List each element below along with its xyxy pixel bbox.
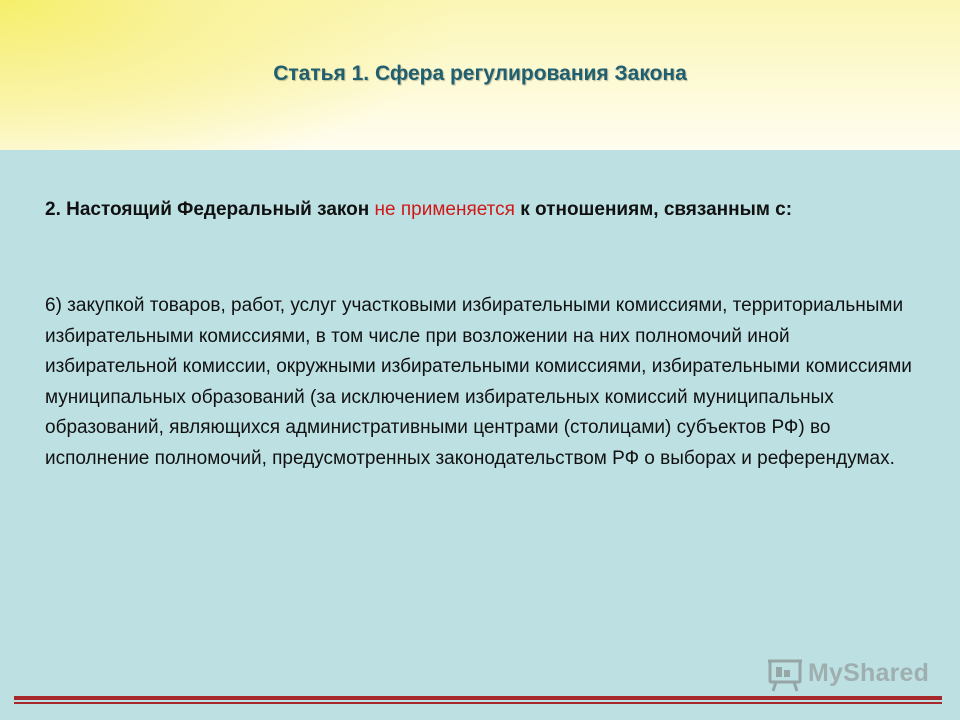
slide-header [0,0,960,150]
projector-screen-icon [768,658,804,692]
intro-text-start: 2. Настоящий Федеральный закон [45,199,375,220]
intro-text-end: к отношениям, связанным с: [514,199,793,220]
bottom-rule-thick [14,696,942,700]
item-paragraph: 6) закупкой товаров, работ, услуг участковыми избирательными комиссиями, территориальными избирательными комиссиями, в том числе при возложении на них полномочий иной избирательной комиссии, окружными избирательными комиссиями, избирательными комиссиями муниципальных образований (за исключением избирательных комиссий муниципальных образований, являющихся административными центрами (столицами) субъектов РФ) во исполнение полномочий, предусмотренных законодательством РФ о выборах и референдумах. [45,295,912,469]
bottom-divider [14,696,942,705]
watermark-text: MyShared [808,659,930,687]
intro-highlight: не применяется [374,199,515,220]
slide-content [0,150,960,695]
intro-paragraph [45,195,935,224]
bottom-rule-thin [14,702,942,704]
slide-title: Статья 1. Сфера регулирования Закона [273,62,687,85]
watermark [768,658,928,692]
